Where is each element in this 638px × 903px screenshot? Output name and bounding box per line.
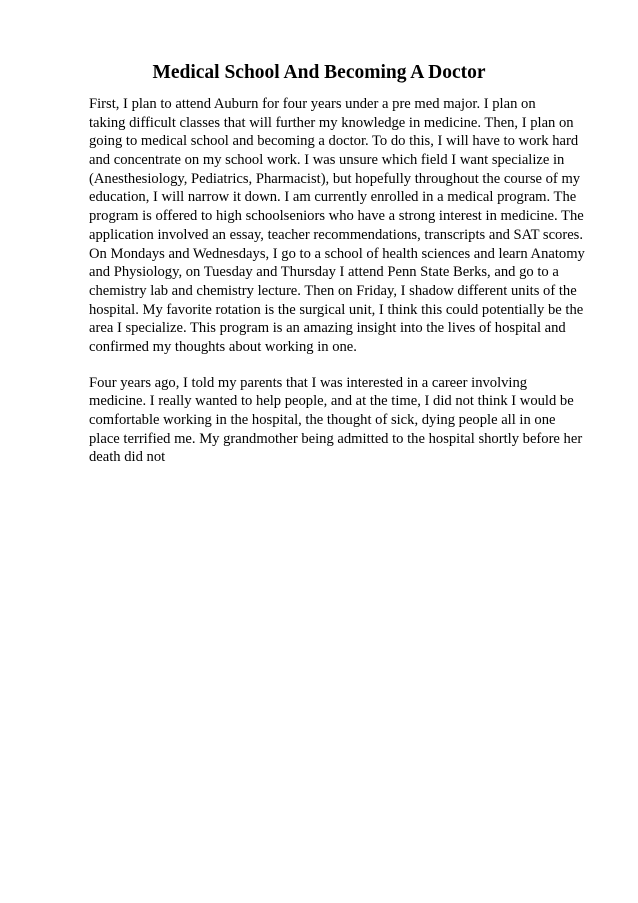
- document-body: [89, 95, 599, 467]
- text-line: and Physiology, on Tuesday and Thursday I attend Penn State Berks, and go to a: [89, 264, 559, 281]
- text-line: On Mondays and Wednesdays, I go to a school of health sciences and learn Anatomy: [89, 245, 585, 262]
- text-line: Four years ago, I told my parents that I was interested in a career involving: [89, 374, 528, 391]
- text-line: hospital. My favorite rotation is the surgical unit, I think this could potentially be the: [89, 301, 584, 318]
- text-line: education, I will narrow it down. I am currently enrolled in a medical program. The: [89, 189, 577, 206]
- text-line: (Anesthesiology, Pediatrics, Pharmacist), but hopefully throughout the course of my: [89, 170, 581, 187]
- text-line: place terrified me. My grandmother being admitted to the hospital shortly before her: [89, 430, 583, 447]
- text-line: First, I plan to attend Auburn for four years under a pre med major. I plan on: [89, 96, 536, 112]
- text-line: chemistry lab and chemistry lecture. Then on Friday, I shadow different units of the: [89, 282, 577, 299]
- text-line: program is offered to high schoolseniors who have a strong interest in medicine. The: [89, 208, 584, 225]
- paragraph-1: [89, 95, 599, 357]
- text-line: and concentrate on my school work. I was unsure which field I want specialize in: [89, 152, 565, 169]
- paragraph-spacer: [89, 357, 599, 374]
- text-line: medicine. I really wanted to help people, and at the time, I did not think I would be: [89, 393, 574, 410]
- text-line: comfortable working in the hospital, the thought of sick, dying people all in one: [89, 412, 556, 428]
- paragraph-2: [89, 374, 599, 467]
- text-line: taking difficult classes that will further my knowledge in medicine. Then, I plan on: [89, 114, 574, 131]
- text-line: death did not: [89, 449, 166, 466]
- document-title: Medical School And Becoming A Doctor: [152, 62, 486, 83]
- text-line: application involved an essay, teacher recommendations, transcripts and SAT scores.: [89, 226, 584, 243]
- text-line: confirmed my thoughts about working in one.: [89, 338, 357, 355]
- text-line: going to medical school and becoming a doctor. To do this, I will have to work hard: [89, 133, 579, 150]
- text-line: area I specialize. This program is an amazing insight into the lives of hospital and: [89, 320, 566, 337]
